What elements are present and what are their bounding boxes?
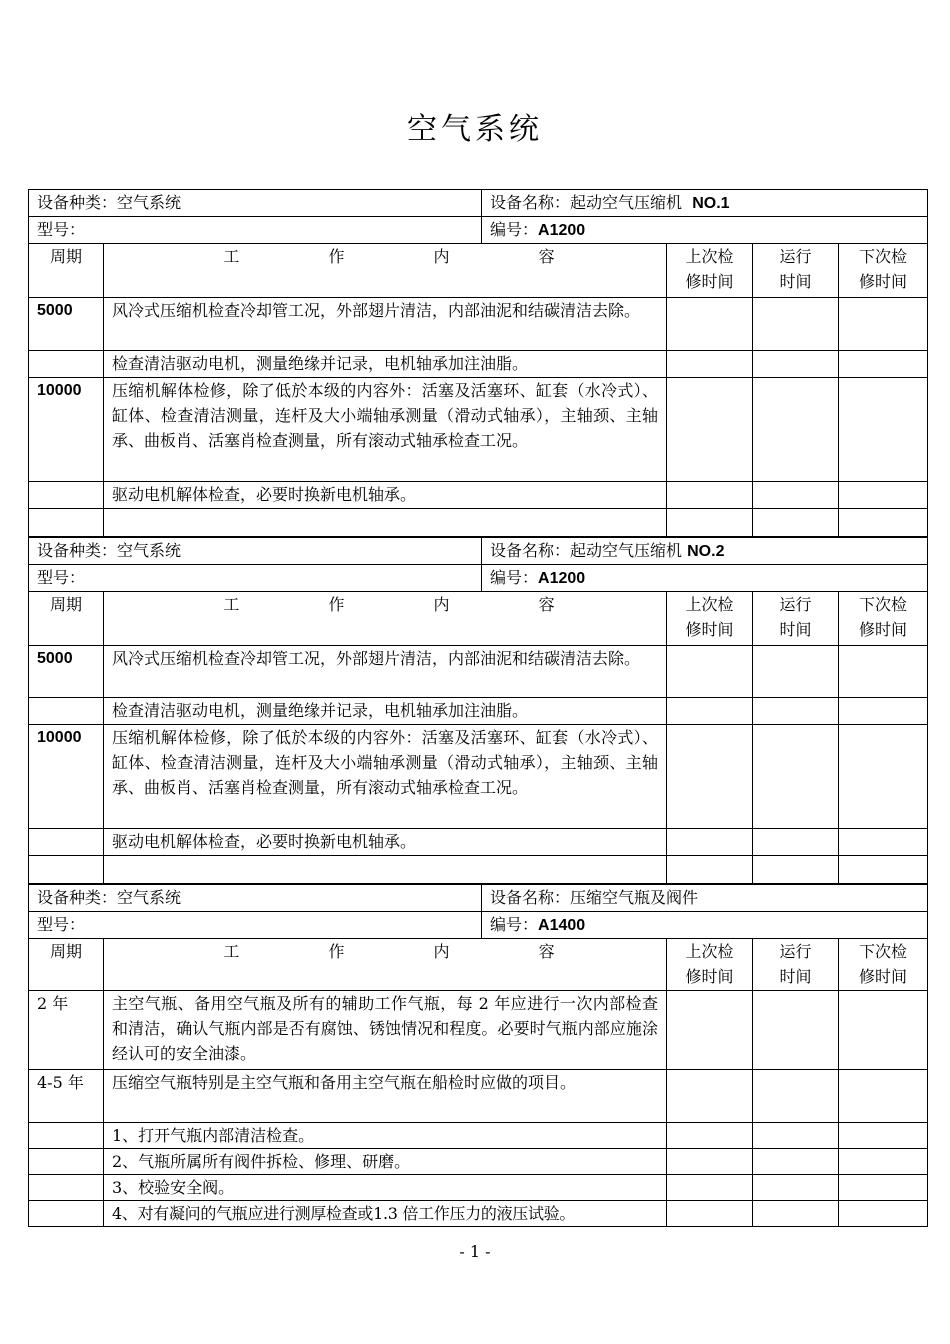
page-title: 空气系统 [407,112,543,147]
table-row [29,378,928,482]
record-cell [753,351,839,378]
table-row [29,1175,928,1201]
label-text: 工 作 内 容 [223,942,597,961]
table-row [29,1149,928,1175]
work-content-cell: 1、打开气瓶内部清洁检查。 [104,1123,667,1149]
work-content-cell: 压缩机解体检修，除了低於本级的内容外：活塞及活塞环、缸套（水冷式）、缸体、检查清洁测量，连杆及大小端轴承测量（滑动式轴承），主轴颈、主轴承、曲板肖、活塞肖检查测量，所有滚动式轴承检查工况。 [104,725,667,829]
table-row [29,509,928,537]
work-content-cell: 压缩机解体检修，除了低於本级的内容外：活塞及活塞环、缸套（水冷式）、缸体、检查清洁测量，连杆及大小端轴承测量（滑动式轴承），主轴颈、主轴承、曲板肖、活塞肖检查测量，所有滚动式轴承检查工况。 [104,378,667,482]
record-cell [667,1123,753,1149]
work-content-cell: 驱动电机解体检查，必要时换新电机轴承。 [104,482,667,509]
table-row [29,298,928,351]
label-text: NO.1 [692,195,730,212]
model-code-row [29,912,928,939]
code-cell [482,217,928,244]
label-text: A1200 [538,222,586,239]
period-cell [29,351,104,378]
record-cell [839,1149,928,1175]
label-text: 时间 [779,967,812,986]
model-cell [29,565,482,592]
label-text: 工 作 内 容 [223,595,597,614]
record-cell [667,698,753,725]
record-cell [753,991,839,1070]
label-text: 空气系统 [117,888,182,907]
work-content-cell: 检查清洁驱动电机，测量绝缘并记录，电机轴承加注油脂。 [104,698,667,725]
table-row [29,698,928,725]
table-row [29,829,928,856]
model-code-row [29,217,928,244]
record-cell [667,646,753,698]
last-service-header [667,592,753,646]
table-row [29,1070,928,1123]
label-text: 下次检 [859,595,908,614]
record-cell [753,298,839,351]
period-cell: 2 年 [29,991,104,1070]
label-text: A1200 [538,570,586,587]
record-cell [667,378,753,482]
label-text: 设备名称： [490,541,571,560]
label-text: 工 作 内 容 [223,247,597,266]
record-cell [839,829,928,856]
label-text: 设备种类： [37,888,118,907]
record-cell [839,298,928,351]
record-cell [839,351,928,378]
record-cell [753,856,839,884]
record-cell [753,1123,839,1149]
label-text: 空气系统 [117,193,182,212]
label-text: 运行 [779,247,812,266]
table-row [29,725,928,829]
model-code-row [29,565,928,592]
record-cell [667,1175,753,1201]
equipment-block [28,189,928,537]
record-cell [839,482,928,509]
label-text: 起动空气压缩机 [570,541,683,560]
label-text: 修时间 [685,967,734,986]
record-cell [667,1201,753,1227]
period-cell: 10000 [29,725,104,829]
label-text: 修时间 [859,620,908,639]
work-content-cell: 2、气瓶所属所有阀件拆检、修理、研磨。 [104,1149,667,1175]
label-text: 空气系统 [117,541,182,560]
label-text: 设备种类： [37,193,118,212]
record-cell [667,351,753,378]
label-text: 编号： [490,568,539,587]
record-cell [839,378,928,482]
table-row [29,991,928,1070]
period-cell [29,698,104,725]
next-service-header [839,244,928,298]
record-cell [667,482,753,509]
work-content-cell: 主空气瓶、备用空气瓶及所有的辅助工作气瓶，每 2 年应进行一次内部检查和清洁，确认气瓶内部是否有腐蚀、锈蚀情况和程度。必要时气瓶内部应施涂经认可的安全油漆。 [104,991,667,1070]
table-row [29,646,928,698]
record-cell [839,856,928,884]
label-text: 型号： [37,915,86,934]
run-time-header [753,592,839,646]
equipment-block [28,884,928,1227]
record-cell [753,646,839,698]
record-cell [667,1070,753,1123]
label-text: 上次检 [685,247,734,266]
code-cell [482,565,928,592]
label-text: 时间 [779,620,812,639]
record-cell [667,991,753,1070]
table-row [29,351,928,378]
work-content-cell: 压缩空气瓶特别是主空气瓶和备用主空气瓶在船检时应做的项目。 [104,1070,667,1123]
record-cell [753,509,839,537]
period-cell [29,482,104,509]
period-cell [29,509,104,537]
record-cell [753,829,839,856]
period-cell [29,1149,104,1175]
table-row [29,1201,928,1227]
work-content-cell: 检查清洁驱动电机，测量绝缘并记录，电机轴承加注油脂。 [104,351,667,378]
period-cell: 5000 [29,298,104,351]
work-content-cell: 风冷式压缩机检查冷却管工况，外部翅片清洁，内部油泥和结碳清洁去除。 [104,646,667,698]
record-cell [667,829,753,856]
table-row [29,1123,928,1149]
work-content-header [104,939,667,991]
record-cell [753,1175,839,1201]
work-content-cell [104,509,667,537]
label-text: 压缩空气瓶及阀件 [570,888,699,907]
equipment-type-cell [29,538,482,565]
period-cell [29,1175,104,1201]
record-cell [753,725,839,829]
equipment-info-row [29,538,928,565]
label-text: 上次检 [685,595,734,614]
record-cell [753,698,839,725]
equipment-name-cell [482,538,928,565]
next-service-header [839,592,928,646]
column-header-row [29,939,928,991]
period-cell: 10000 [29,378,104,482]
period-cell [29,829,104,856]
period-cell [29,1123,104,1149]
label-text: A1400 [538,917,586,934]
work-content-cell [104,856,667,884]
work-content-cell: 风冷式压缩机检查冷却管工况，外部翅片清洁，内部油泥和结碳清洁去除。 [104,298,667,351]
label-text: 起动空气压缩机 [570,193,683,212]
label-text: 修时间 [859,272,908,291]
record-cell [839,725,928,829]
last-service-header [667,244,753,298]
record-cell [839,646,928,698]
period-header: 周期 [29,592,104,646]
equipment-block [28,537,928,884]
label-text: 设备名称： [490,888,571,907]
column-header-row [29,592,928,646]
record-cell [839,991,928,1070]
record-cell [839,1201,928,1227]
record-cell [839,1070,928,1123]
record-cell [667,856,753,884]
work-content-cell: 3、校验安全阀。 [104,1175,667,1201]
period-cell [29,1201,104,1227]
period-header: 周期 [29,939,104,991]
label-text: 时间 [779,272,812,291]
period-header: 周期 [29,244,104,298]
model-cell [29,912,482,939]
equipment-type-cell [29,190,482,217]
label-text: 型号： [37,568,86,587]
record-cell [753,1149,839,1175]
maintenance-sheet [28,189,927,1227]
equipment-type-cell [29,885,482,912]
record-cell [667,1149,753,1175]
work-content-header [104,592,667,646]
label-text: 运行 [779,595,812,614]
page-number: - 1 - [459,1242,491,1261]
record-cell [839,509,928,537]
equipment-info-row [29,190,928,217]
record-cell [753,482,839,509]
label-text: 设备种类： [37,541,118,560]
label-text: 编号： [490,220,539,239]
label-text: 运行 [779,942,812,961]
label-text: 修时间 [685,620,734,639]
period-cell: 5000 [29,646,104,698]
record-cell [839,1123,928,1149]
work-content-cell: 4、对有凝问的气瓶应进行测厚检查或1.3 倍工作压力的液压试验。 [104,1201,667,1227]
record-cell [667,298,753,351]
record-cell [839,1175,928,1201]
label-text: 上次检 [685,942,734,961]
equipment-name-cell [482,885,928,912]
equipment-info-row [29,885,928,912]
model-cell [29,217,482,244]
run-time-header [753,939,839,991]
run-time-header [753,244,839,298]
work-content-cell: 驱动电机解体检查，必要时换新电机轴承。 [104,829,667,856]
record-cell [753,1201,839,1227]
table-row [29,856,928,884]
code-cell [482,912,928,939]
column-header-row [29,244,928,298]
work-content-header [104,244,667,298]
record-cell [753,378,839,482]
record-cell [753,1070,839,1123]
period-cell: 4-5 年 [29,1070,104,1123]
label-text: 下次检 [859,942,908,961]
label-text: 修时间 [685,272,734,291]
label-text: 设备名称： [490,193,571,212]
equipment-name-cell [482,190,928,217]
label-text: 下次检 [859,247,908,266]
label-text: 型号： [37,220,86,239]
record-cell [667,509,753,537]
label-text: 修时间 [859,967,908,986]
record-cell [667,725,753,829]
label-text: 编号： [490,915,539,934]
period-cell [29,856,104,884]
record-cell [839,698,928,725]
label-text: NO.2 [687,543,725,560]
last-service-header [667,939,753,991]
table-row [29,482,928,509]
next-service-header [839,939,928,991]
